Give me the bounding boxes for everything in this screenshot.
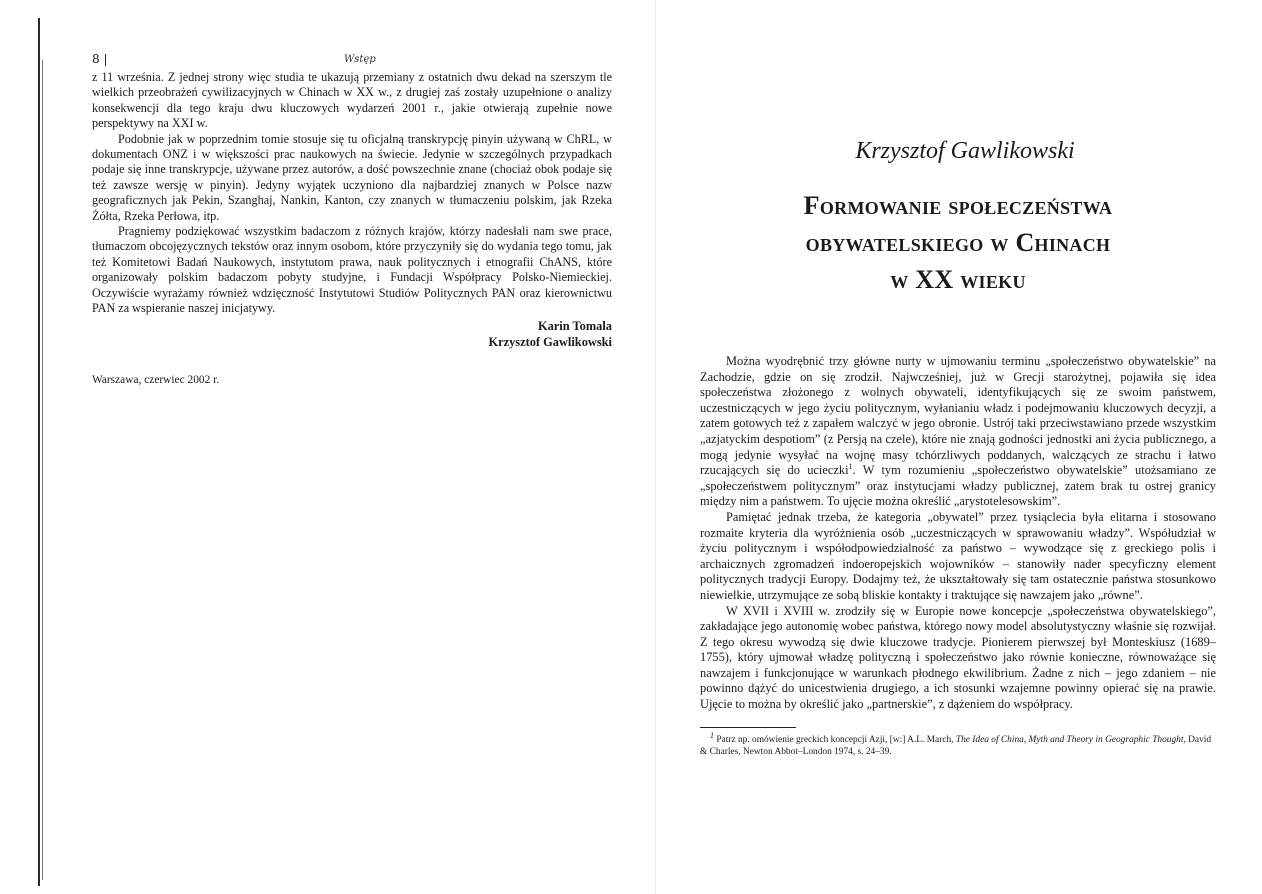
footnote [700, 730, 1216, 759]
title-line: Formowanie społeczeństwa [803, 191, 1113, 220]
gutter-edge-line [38, 18, 40, 886]
paragraph: W XVII i XVIII w. zrodziły się w Europie nowe koncepcje „społeczeństwa obywatelskiego”, zakładające jego autonomię wobec państwa, którego nowy model absolutystyczny właśnie się rozwijał. Z tego okresu wywodzą się dwie kluczowe tradycje. Pionierem pierwszej był Monteskiusz (1689–1755), który ujmował władzę polityczną i społeczeństwo jako równie konieczne, równoważące się nawzajem i funkcjonujące w warunkach płodnego ekwilibrium. Żadne z nich – jego zdaniem – nie powinno dążyć do unicestwienia drugiego, a ich stosunki wzajemne powinny opierać się na prawie. Ujęcie to można by określić jako „partnerskie”, z dążeniem do współpracy. [700, 603, 1216, 712]
running-title: Wstęp [344, 54, 376, 65]
signature-name: Krzysztof Gawlikowski [488, 334, 612, 349]
page-number: 8 | [92, 52, 108, 66]
running-head [92, 48, 612, 70]
right-page [700, 138, 1216, 759]
left-page [92, 48, 612, 386]
footnote-lead: Patrz np. omówienie greckich koncepcji Azji, [w:] A.L. March, [716, 734, 954, 745]
footnote-rule [700, 727, 796, 728]
footnote-rest: David & Charles, Newton Abbot–London 1974, s. 24–39. [700, 734, 1212, 758]
paragraph: Pamiętać jednak trzeba, że kategoria „obywatel” przez tysiąclecia była elitarna i stosowano rozmaite kryteria dla wyróżnienia osób „uczestniczących w sprawowaniu władzy”. Współudział w życiu politycznym i współodpowiedzialność za państwo – wywodzące się z greckiego polis i archaicznych zgromadzeń indoeropejskich wojowników – stanowiły nader specyficzny element politycznych tradycji Europy. Dodajmy też, że ukształtowały się tam ostatecznie państwa stosunkowo niewielkie, utrzymujące ze sobą bliskie kontakty i traktujące się nawzajem jako „równe”. [700, 509, 1216, 602]
footnote-work: The Idea of China, Myth and Theory in Geographic Thought, [955, 734, 1186, 745]
page-fold [655, 0, 656, 894]
gutter-edge-line-inner [42, 60, 43, 880]
footnote-number: 1 [710, 730, 714, 740]
footnote-ref[interactable]: 1 [848, 462, 853, 472]
paragraph: Podobnie jak w poprzednim tomie stosuje się tu oficjalną transkrypcję pinyin używaną w ChRL, w dokumentach ONZ i w większości prac naukowych na świecie. Jedynie w szczególnych przypadkach podaje się inne transkrypcje, używane przez autorów, a dość powszechnie znane (chociaż obok podaje się też zawsze wersję w pinyin). Jedyny wyjątek uczyniono dla najbardziej znanych w Polsce nazw geograficznych jak Pekin, Szanghaj, Nankin, Kanton, czy znanych w tłumaczeniu polskim, jak Rzeka Żółta, Rzeka Perłowa, itp. [92, 131, 612, 223]
place-date: Warszawa, czerwiec 2002 r. [92, 373, 220, 386]
signatures [92, 318, 612, 350]
paragraph-text: Można wyodrębnić trzy główne nurty w ujmowaniu terminu „społeczeństwo obywatelskie” na Zachodzie, gdzie on się zrodził. Najwcześniej, już w Grecji starożytnej, pojawiła się idea społeczeństwa złożonego z wolnych obywateli, identyfikujących się ze swoim państwem, uczestniczących w jego życiu politycznym, wyłanianiu władz i podejmowaniu kluczowych decyzji, a zatem gotowych też z zapałem walczyć w jego obronie. Ustrój taki przeciwstawiano przede wszystkim „azjatyckim despotiom” (z Persją na czele), które nie znają godności jednostki ani życia publicznego, a mogą jedynie wysyłać na wojnę masy tchórzliwych poddanych, walczących ze strachu i łatwo rzucających się do ucieczki [700, 354, 1216, 478]
preface-text [92, 70, 612, 317]
paragraph-text-tail: . W tym rozumieniu „społeczeństwo obywatelskie” utożsamiano ze „społeczeństwem politycznym” oraz instytucjami władzy publicznej, zatem brak tu ostrej granicy między nim a państwem. To ujęcie można określić „arystotelesowskim”. [700, 463, 1216, 509]
paragraph: Pragniemy podziękować wszystkim badaczom z różnych krajów, którzy nadesłali nam swe prace, tłumaczom obcojęzycznych tekstów oraz innym osobom, które przyczyniły się do wydania tego tomu, jak też Komitetowi Badań Naukowych, instytutom prawa, nauk politycznych i etnografii ChANS, które organizowały polskim badaczom pobyty studyjne, i Fundacji Współpracy Polsko-Niemieckiej. Oczywiście wyrażamy również wdzięczność Instytutowi Studiów Politycznych PAN oraz kierownictwu PAN za wspieranie naszej inicjatywy. [92, 224, 612, 316]
signature-name: Karin Tomala [537, 318, 612, 333]
paragraph [700, 354, 1216, 510]
chapter-text [700, 354, 1216, 713]
title-line: w XX wieku [890, 265, 1026, 294]
chapter-title [700, 187, 1216, 298]
title-line: obywatelskiego w Chinach [805, 228, 1111, 257]
chapter-author: Krzysztof Gawlikowski [855, 138, 1075, 164]
paragraph: z 11 września. Z jednej strony więc studia te ukazują przemiany z ostatnich dwu dekad na szerszym tle wielkich przeobrażeń cywilizacyjnych w Chinach w XX w., z drugiej zaś zostały uzupełnione o analizy konsekwencji dla tego kraju dwu kluczowych wydarzeń 2001 r., jakie otwierają zupełnie nowe perspektywy na XXI w. [92, 70, 612, 131]
